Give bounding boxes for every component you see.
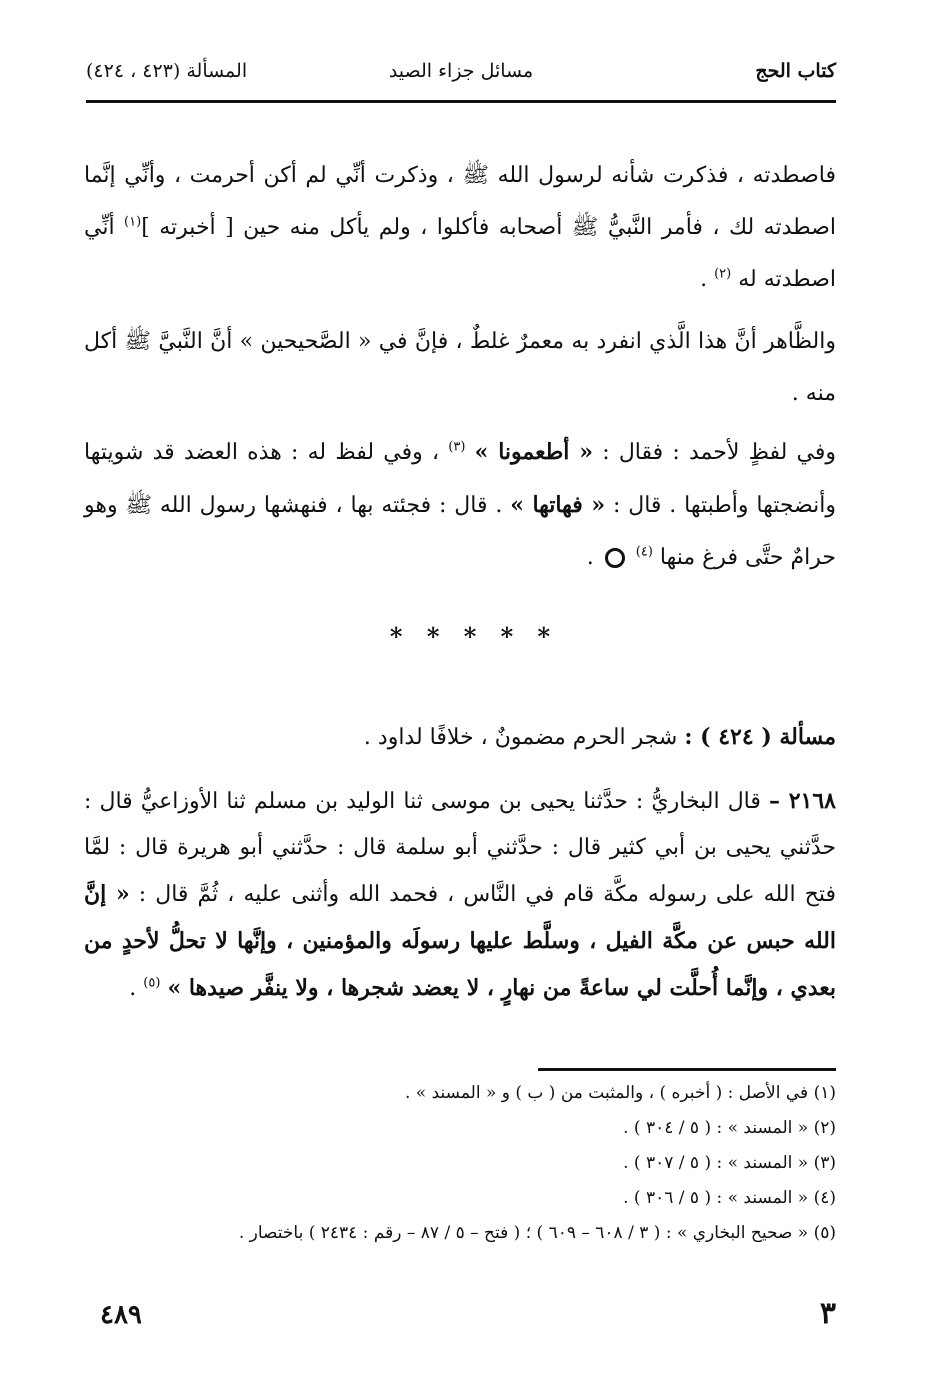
page-number: ٤٨٩ bbox=[100, 1300, 142, 1330]
footnote-3: (٣) « المسند » : ( ٥ / ٣٠٧ ) . bbox=[623, 1153, 836, 1173]
end-circle-icon bbox=[605, 548, 625, 568]
volume-number: ٣ bbox=[819, 1296, 836, 1331]
paragraph-2: والظَّاهر أنَّ هذا الَّذي انفرد به معمرٌ غلطٌ ، فإنَّ في « الصَّحيحين » أنَّ النَّبيَّ ﷺ أكل منه . bbox=[84, 329, 836, 406]
issue-range: المسألة (٤٢٣ ، ٤٢٤) bbox=[86, 60, 248, 82]
footnote-2: (٢) « المسند » : ( ٥ / ٣٠٤ ) . bbox=[623, 1118, 836, 1138]
footnote-4: (٤) « المسند » : ( ٥ / ٣٠٦ ) . bbox=[623, 1188, 836, 1208]
chapter-title: مسائل جزاء الصيد bbox=[388, 60, 534, 82]
book-title: كتاب الحج bbox=[755, 60, 836, 82]
footnote-ref-3[interactable]: (٣) bbox=[448, 439, 466, 455]
footnote-rule bbox=[538, 1068, 836, 1071]
header-rule bbox=[86, 100, 836, 103]
footnote-5: (٥) « صحيح البخاري » : ( ٣ / ٦٠٨ – ٦٠٩ ) ؛ ( فتح – ٥ / ٨٧ – رقم : ٢٤٣٤ ) باختصار . bbox=[238, 1223, 836, 1243]
footnote-ref-2[interactable]: (٢) bbox=[714, 266, 732, 282]
footnote-ref-5[interactable]: (٥) bbox=[143, 975, 161, 991]
masala-label: مسألة ( ٤٢٤ ) : bbox=[684, 724, 836, 750]
masala-heading bbox=[84, 714, 836, 761]
paragraph-3: وفي لفظٍ لأحمد : فقال : « أطعمونا » $^{(٣)}$ ، وفي لفظ له : هذه العضد قد شويتها وأنضجتها وأطبتها . قال : « فهاتها » . قال : فجئته بها ، فنهشها رسول الله ﷺ وهو حرامٌ حتَّى فرغ منها $^{(٤)}$ . bbox=[84, 439, 836, 570]
footnote-ref-4[interactable]: (٤) bbox=[635, 544, 653, 560]
running-header bbox=[86, 54, 836, 96]
footnotes bbox=[84, 1076, 836, 1251]
footnote-ref-1[interactable]: (١) bbox=[124, 214, 142, 230]
quote-bold-1: « أطعمونا » bbox=[474, 439, 593, 465]
paragraph-1: فاصطدته ، فذكرت شأنه لرسول الله ﷺ ، وذكرت أنِّي لم أكن أحرمت ، وأنِّي إنَّما اصطدته لك ، فأمر النَّبيُّ ﷺ أصحابه فأكلوا ، ولم يأكل منه حين [ أخبرته ]$^{(١)}$ أنِّي اصطدته له $^{(٢)}$ . bbox=[84, 163, 836, 292]
hadith-number: ٢١٦٨ – bbox=[768, 788, 836, 814]
quote-bold-2: « فهاتها » bbox=[510, 492, 606, 518]
masala-text: شجر الحرم مضمونٌ ، خلافًا لداود . bbox=[363, 725, 685, 750]
hadith-quote: « إنَّ الله حبس عن مكَّة الفيل ، وسلَّط عليها رسولَه والمؤمنين ، وإنَّها لا تحلُّ لأحدٍ من بعدي ، وإنَّما أُحلَّت لي ساعةً من نهارٍ ، لا يعضد شجرها ، ولا ينفَّر صيدها » bbox=[84, 881, 836, 1001]
footnote-1: (١) في الأصل : ( أخبره ) ، والمثبت من ( ب ) و « المسند » . bbox=[404, 1083, 836, 1103]
section-separator: * * * * * bbox=[389, 622, 559, 651]
hadith-paragraph: ٢١٦٨ – قال البخاريُّ : حدَّثنا يحيى بن موسى ثنا الوليد بن مسلم ثنا الأوزاعيُّ قال : حدَّثني يحيى بن أبي كثير قال : حدَّثني أبو سلمة قال : حدَّثني أبو هريرة قال : لمَّا فتح الله على رسوله مكَّة قام في النَّاس ، فحمد الله وأثنى عليه ، ثُمَّ قال : « إنَّ الله حبس عن مكَّة الفيل ، وسلَّط عليها رسولَه والمؤمنين ، وإنَّها لا تحلُّ لأحدٍ من بعدي ، وإنَّما أُحلَّت لي ساعةً من نهارٍ ، لا يعضد شجرها ، ولا ينفَّر صيدها » $^{(٥)}$ . bbox=[84, 788, 836, 1001]
